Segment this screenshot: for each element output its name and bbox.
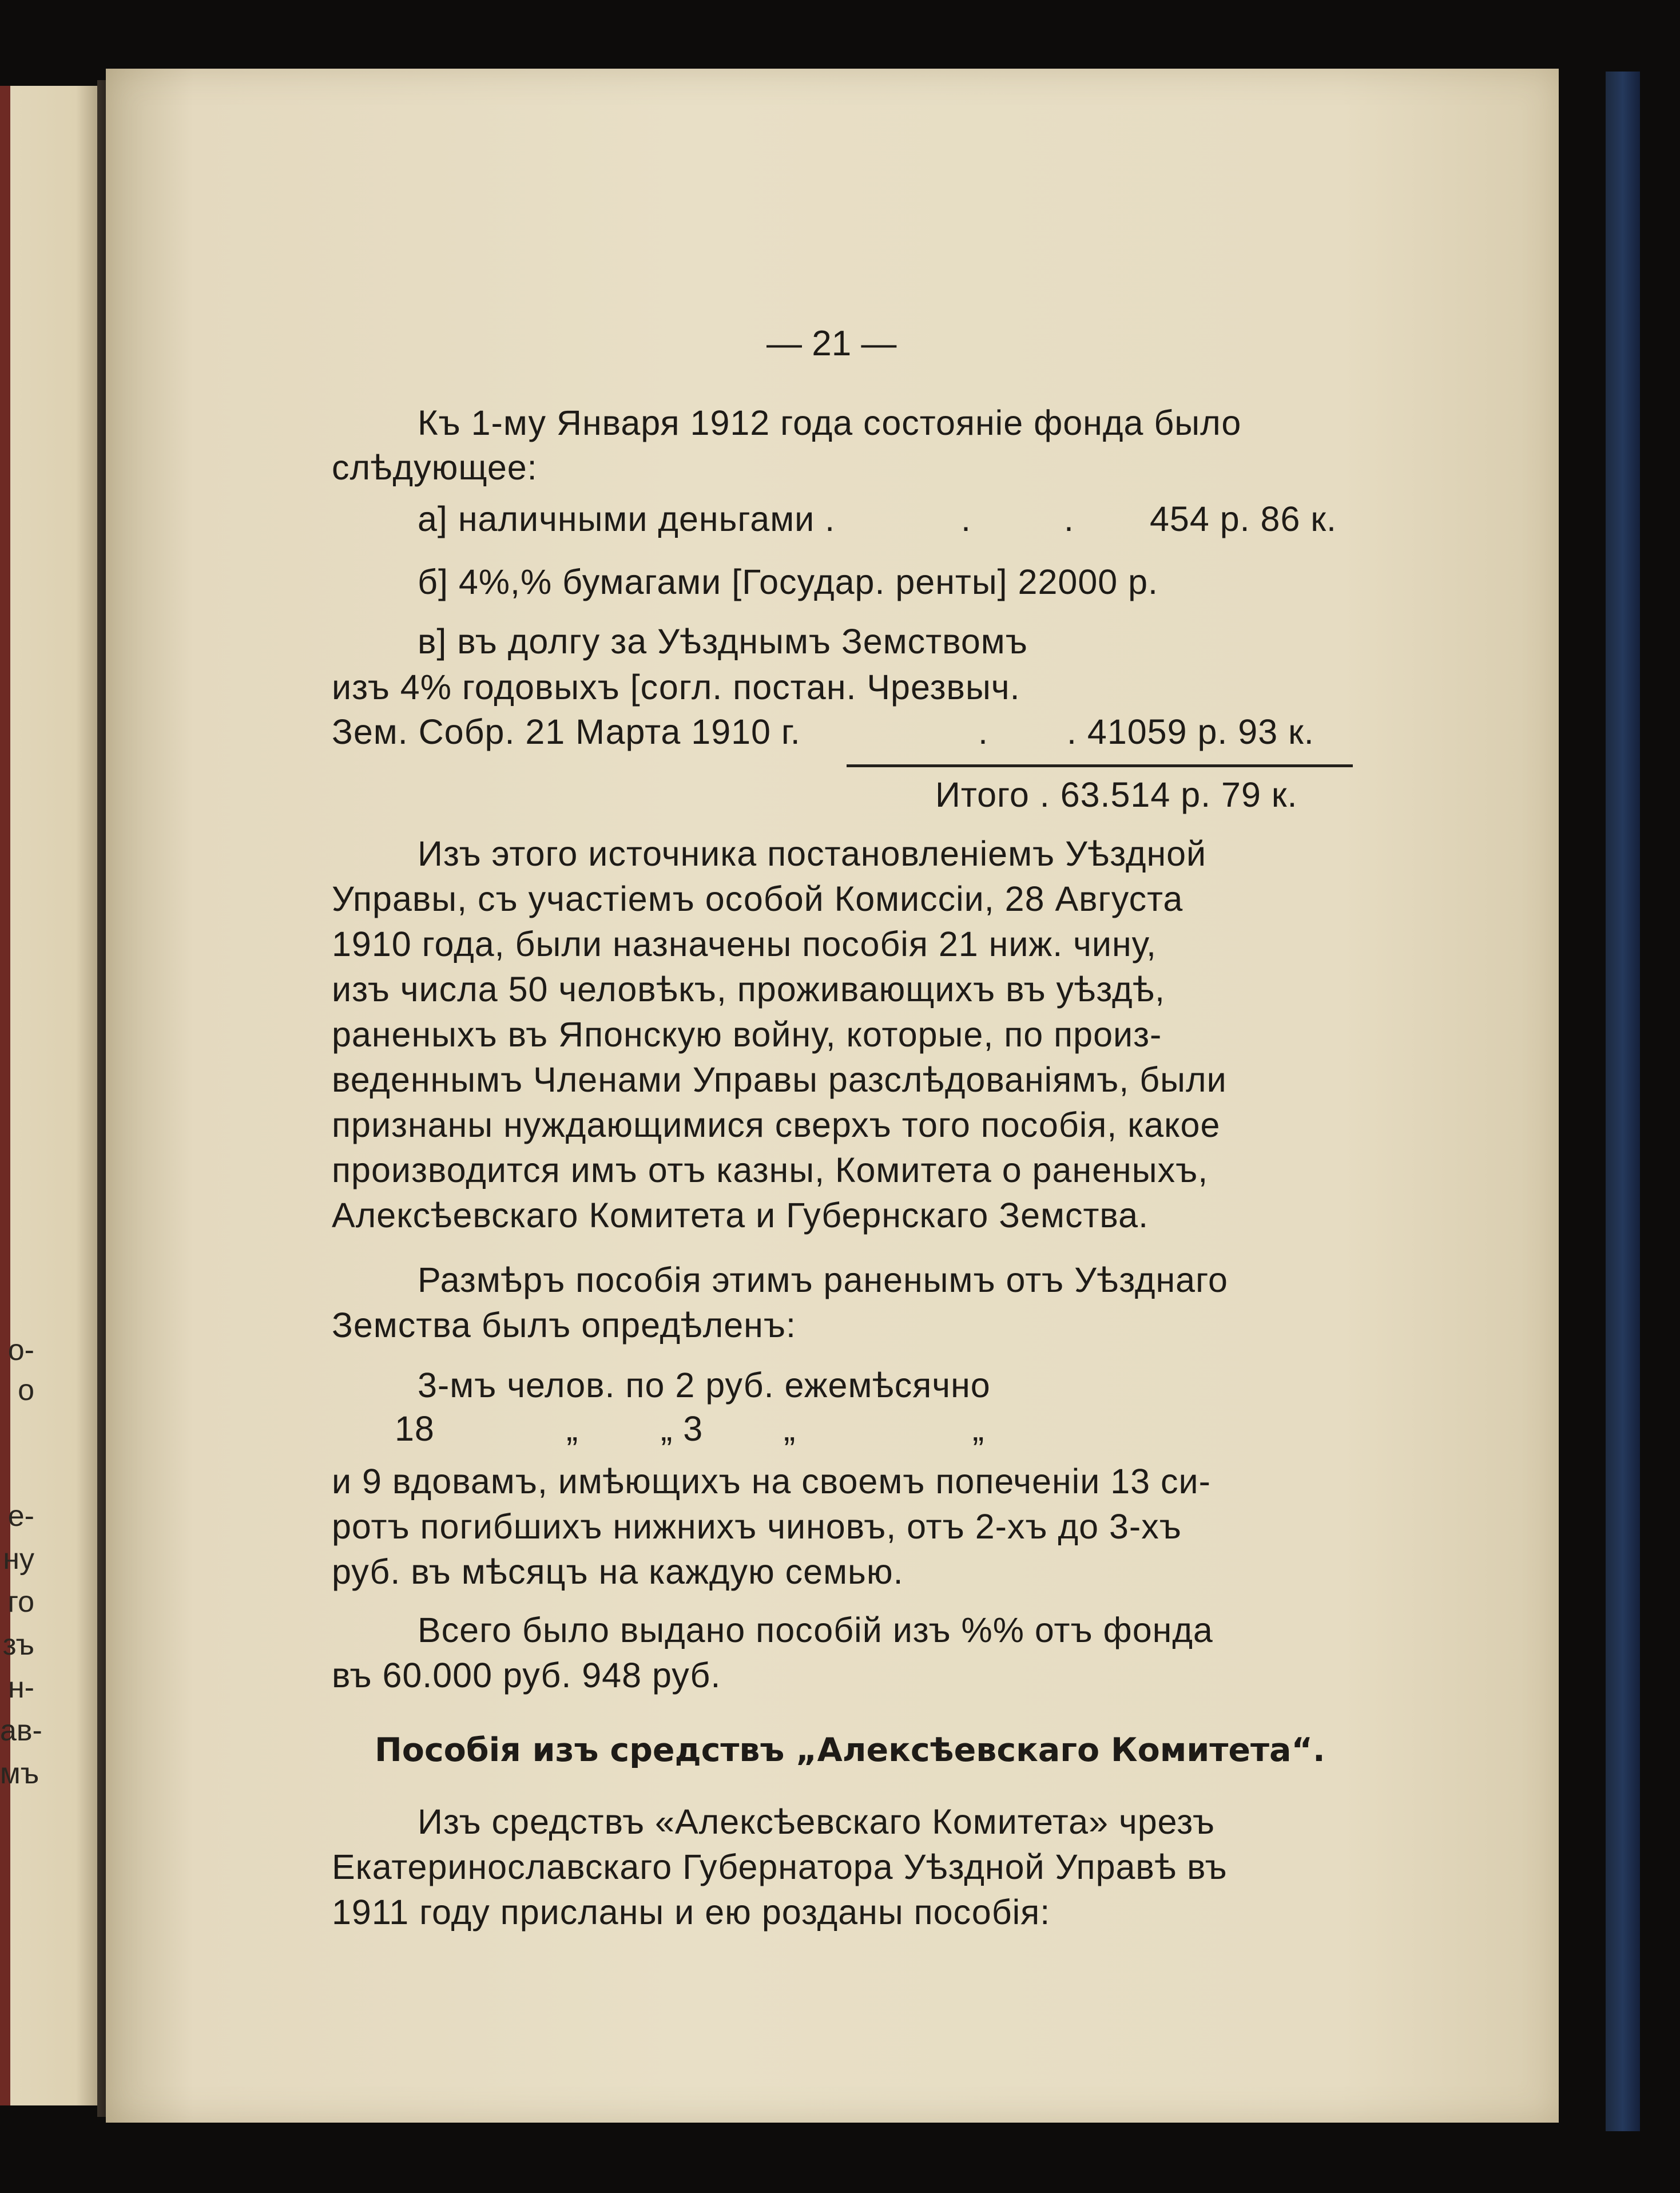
text-line: веденнымъ Членами Управы разслѣдованiямъ, были — [332, 1060, 1227, 1099]
text-line: руб. въ мѣсяцъ на каждую семью. — [332, 1552, 904, 1591]
fund-total: Итого . 63.514 р. 79 к. — [935, 775, 1298, 814]
text-line: Земства былъ опредѣленъ: — [332, 1306, 796, 1345]
left-page-fragment: мъ — [0, 1757, 39, 1790]
left-page-fragment: о- — [7, 1334, 34, 1367]
leader-dot: . — [1064, 499, 1074, 538]
text-line: и 9 вдовамъ, имѣющихъ на своемъ попеченiи 13 си- — [332, 1462, 1211, 1501]
left-page-fragment: е- — [7, 1500, 34, 1533]
ditto-mark: „ — [566, 1409, 579, 1448]
fund-item-cash-label: а] наличными деньгами . — [418, 499, 836, 538]
fund-item-debt-ref: Зем. Собр. 21 Марта 1910 г. — [332, 712, 801, 751]
left-page-fragment: зъ — [2, 1628, 34, 1661]
leader-dot: . — [978, 712, 988, 751]
book-page — [106, 69, 1559, 2123]
text-line: Изъ этого источника постановленiемъ Уѣздной — [418, 834, 1207, 873]
ditto-mark: „ — [784, 1409, 796, 1448]
left-page-fragment: ав- — [0, 1714, 42, 1747]
fund-item-debt-amount: . 41059 р. 93 к. — [1067, 712, 1314, 751]
left-page-fragment: го — [7, 1585, 34, 1619]
text-line: изъ числа 50 человѣкъ, проживающихъ въ уѣздѣ, — [332, 970, 1165, 1009]
fund-item-debt: в] въ долгу за Уѣзднымъ Земствомъ — [418, 622, 1028, 661]
section-heading: Пособiя изъ средствъ „Алексѣевскаго Комитета“. — [375, 1731, 1325, 1769]
text-line: Къ 1-му Января 1912 года состоянiе фонда было — [418, 403, 1242, 442]
text-line: ротъ погибшихъ нижнихъ чиновъ, отъ 2-хъ до 3-хъ — [332, 1507, 1182, 1546]
text-line: 1911 году присланы и ею розданы пособiя: — [332, 1893, 1051, 1932]
text-line: Управы, съ участiемъ особой Комиссiи, 28 Августа — [332, 879, 1183, 918]
text-line: Всего было выдано пособiй изъ %% отъ фонда — [418, 1611, 1213, 1649]
page-number: — 21 — — [766, 324, 897, 363]
text-line: Изъ средствъ «Алексѣевскаго Комитета» чрезъ — [418, 1802, 1216, 1841]
text-line: признаны нуждающимися сверхъ того пособiя, какое — [332, 1105, 1221, 1144]
text-line: 1910 года, были назначены пособiя 21 ниж. чину, — [332, 925, 1157, 963]
text-line: изъ 4% годовыхъ [согл. постан. Чрезвыч. — [332, 668, 1020, 707]
total-rule — [847, 764, 1353, 767]
leader-dot: . — [961, 499, 971, 538]
text-line: Размѣръ пособiя этимъ раненымъ отъ Уѣзднаго — [418, 1260, 1228, 1299]
fund-item-cash-amount: 454 р. 86 к. — [1150, 499, 1337, 538]
left-facing-page — [0, 86, 109, 2105]
allowance-amount: „ 3 — [661, 1409, 704, 1448]
text-line: Алексѣевскаго Комитета и Губернскаго Земства. — [332, 1196, 1149, 1235]
ditto-mark: „ — [972, 1409, 985, 1448]
left-page-fragment: ну — [3, 1542, 34, 1576]
text-line: производится имъ отъ казны, Комитета о раненыхъ, — [332, 1151, 1209, 1189]
allowance-row: 3-мъ челов. по 2 руб. ежемѣсячно — [418, 1366, 991, 1405]
text-line: въ 60.000 руб. 948 руб. — [332, 1656, 721, 1695]
fund-item-bonds: б] 4%,% бумагами [Государ. ренты] 22000 р. — [418, 562, 1159, 601]
text-line: раненыхъ въ Японскую войну, которые, по произ- — [332, 1015, 1162, 1054]
book-cover-edge — [1606, 72, 1640, 2131]
text-line: слѣдующее: — [332, 448, 538, 487]
left-page-fragment: н- — [7, 1671, 34, 1704]
left-page-red-edge — [0, 86, 10, 2105]
text-line: Екатеринославскаго Губернатора Уѣздной Управѣ въ — [332, 1847, 1228, 1886]
left-page-fragment: о — [18, 1374, 34, 1407]
allowance-count: 18 — [395, 1409, 435, 1448]
